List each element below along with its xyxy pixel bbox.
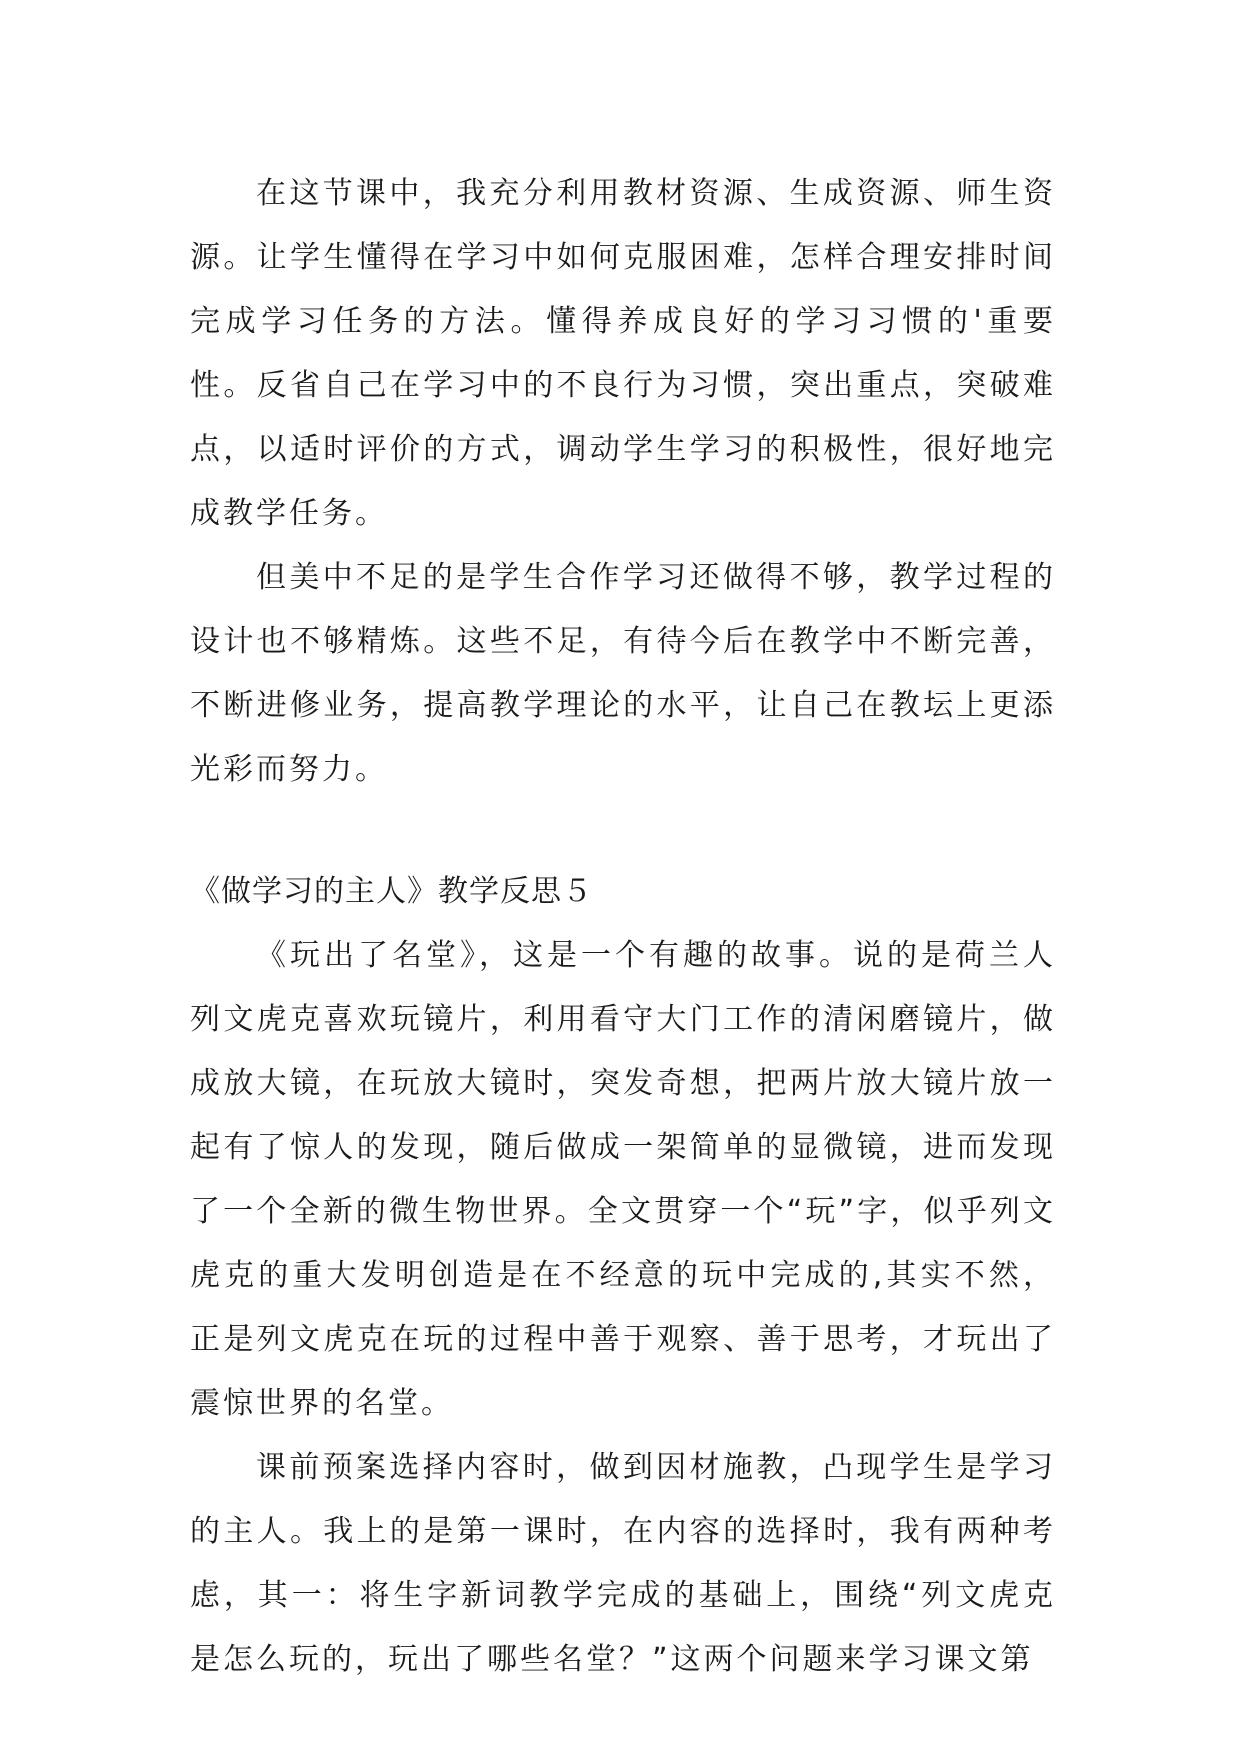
paragraph-reflection-summary: 在这节课中，我充分利用教材资源、生成资源、师生资源。让学生懂得在学习中如何克服困难，怎样合理安排时间完成学习任务的方法。懂得养成良好的学习习惯的'重要性。反省自己在学习中的不良行为习惯，突出重点，突破难点，以适时评价的方式，调动学生学习的积极性，很好地完成教学任务。 — [190, 176, 1056, 531]
paragraph-lesson-planning: 课前预案选择内容时，做到因材施教，凸现学生是学习的主人。我上的是第一课时，在内容的选择时，我有两种考虑，其一：将生字新词教学完成的基础上，围绕“列文虎克是怎么玩的，玩出了哪些名堂？”这两个问题来学习课文第 — [190, 1450, 1056, 1677]
paragraph-shortcomings: 但美中不足的是学生合作学习还做得不够，教学过程的设计也不够精炼。这些不足，有待今后在教学中不断完善，不断进修业务，提高教学理论的水平，让自己在教坛上更添光彩而努力。 — [190, 560, 1056, 787]
document-body — [190, 162, 1056, 1692]
paragraph-story-intro: 《玩出了名堂》，这是一个有趣的故事。说的是荷兰人列文虎克喜欢玩镜片，利用看守大门工作的清闲磨镜片，做成放大镜，在玩放大镜时，突发奇想，把两片放大镜片放一起有了惊人的发现，随后做成一架简单的显微镜，进而发现了一个全新的微生物世界。全文贯穿一个“玩”字，似乎列文虎克的重大发明创造是在不经意的玩中完成的,其实不然，正是列文虎克在玩的过程中善于观察、善于思考，才玩出了震惊世界的名堂。 — [190, 938, 1056, 1421]
section-title: 《做学习的主人》教学反思５ — [190, 874, 593, 909]
